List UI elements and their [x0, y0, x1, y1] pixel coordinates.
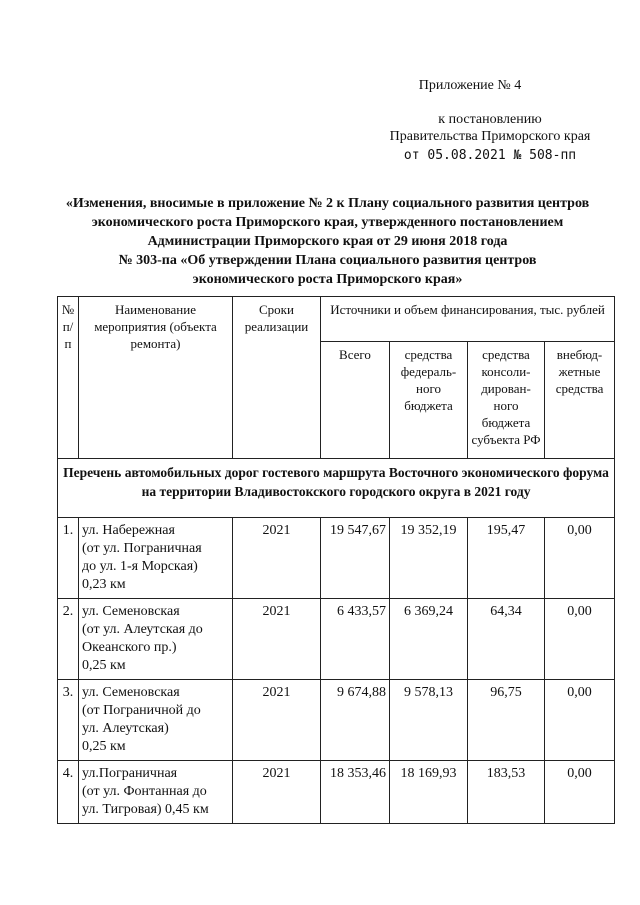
header-terms: Сроки реализации	[233, 297, 321, 459]
row-total: 18 353,46	[321, 761, 390, 824]
row-name-line: ул. Семеновская	[82, 685, 180, 700]
table-row	[58, 518, 615, 599]
row-federal: 6 369,24	[390, 599, 468, 680]
document-title-line: № 303-па «Об утверждении Плана социального развития центров	[118, 253, 537, 268]
row-regional: 195,47	[468, 518, 545, 599]
appendix-government: Правительства Приморского края	[389, 129, 591, 144]
row-federal: 19 352,19	[390, 518, 468, 599]
row-year: 2021	[233, 680, 321, 761]
row-name-line: (от ул. Алеутская до	[82, 622, 203, 637]
row-year: 2021	[233, 518, 321, 599]
row-name-line: (от ул. Фонтанная до	[82, 784, 207, 799]
row-year: 2021	[233, 761, 321, 824]
row-federal: 18 169,93	[390, 761, 468, 824]
appendix-to-resolution: к постановлению	[438, 112, 542, 127]
row-name-line: ул. Алеутская)	[82, 721, 169, 736]
row-total: 9 674,88	[321, 680, 390, 761]
document-title-line: экономического роста Приморского края»	[192, 272, 463, 287]
row-name-line: 0,23 км	[82, 577, 126, 592]
header-num: № п/п	[58, 297, 79, 459]
row-name-line: ул. Семеновская	[82, 604, 180, 619]
table-header-row	[58, 297, 615, 342]
row-num: 4.	[58, 761, 79, 824]
row-total: 6 433,57	[321, 599, 390, 680]
header-name: Наименование мероприятия (объекта ремонта)	[79, 297, 233, 459]
row-offbudget: 0,00	[545, 761, 615, 824]
row-name	[79, 518, 233, 599]
row-offbudget: 0,00	[545, 599, 615, 680]
row-name-line: ул. Тигровая) 0,45 км	[82, 802, 209, 817]
table-row	[58, 761, 615, 824]
row-regional: 183,53	[468, 761, 545, 824]
section-title: Перечень автомобильных дорог гостевого маршрута Восточного экономического форума на территории Владивостокского городского округа в 2021 году	[58, 459, 615, 518]
header-federal: средства федераль- ного бюджета	[390, 342, 468, 459]
document-title-line: «Изменения, вносимые в приложение № 2 к Плану социального развития центров	[65, 196, 590, 211]
row-name-line: (от ул. Пограничная	[82, 541, 202, 556]
row-num: 3.	[58, 680, 79, 761]
row-regional: 64,34	[468, 599, 545, 680]
document-title-line: Администрации Приморского края от 29 июня 2018 года	[147, 234, 508, 249]
row-name	[79, 680, 233, 761]
row-name-line: Океанского пр.)	[82, 640, 177, 655]
appendix-date-number: от 05.08.2021 № 508-пп	[403, 148, 577, 163]
appendix-title: Приложение № 4	[418, 78, 522, 93]
table-row	[58, 599, 615, 680]
funding-table	[57, 296, 615, 824]
row-name-line: (от Пограничной до	[82, 703, 201, 718]
row-name-line: 0,25 км	[82, 658, 126, 673]
row-name-line: ул.Пограничная	[82, 766, 178, 781]
document-title	[40, 194, 615, 289]
header-offbudget: внебюд- жетные средства	[545, 342, 615, 459]
row-total: 19 547,67	[321, 518, 390, 599]
row-name-line: ул. Набережная	[82, 523, 175, 538]
table-row	[58, 680, 615, 761]
row-offbudget: 0,00	[545, 680, 615, 761]
header-sources: Источники и объем финансирования, тыс. рублей	[321, 297, 615, 342]
row-year: 2021	[233, 599, 321, 680]
section-row	[58, 459, 615, 518]
row-name	[79, 761, 233, 824]
header-regional: средства консоли- дирован- ного бюджета субъекта РФ	[468, 342, 545, 459]
row-name-line: до ул. 1-я Морская)	[82, 559, 198, 574]
document-title-line: экономического роста Приморского края, утвержденного постановлением	[91, 215, 564, 230]
row-name	[79, 599, 233, 680]
row-regional: 96,75	[468, 680, 545, 761]
row-offbudget: 0,00	[545, 518, 615, 599]
row-name-line: 0,25 км	[82, 739, 126, 754]
row-num: 2.	[58, 599, 79, 680]
row-num: 1.	[58, 518, 79, 599]
row-federal: 9 578,13	[390, 680, 468, 761]
header-total: Всего	[321, 342, 390, 459]
